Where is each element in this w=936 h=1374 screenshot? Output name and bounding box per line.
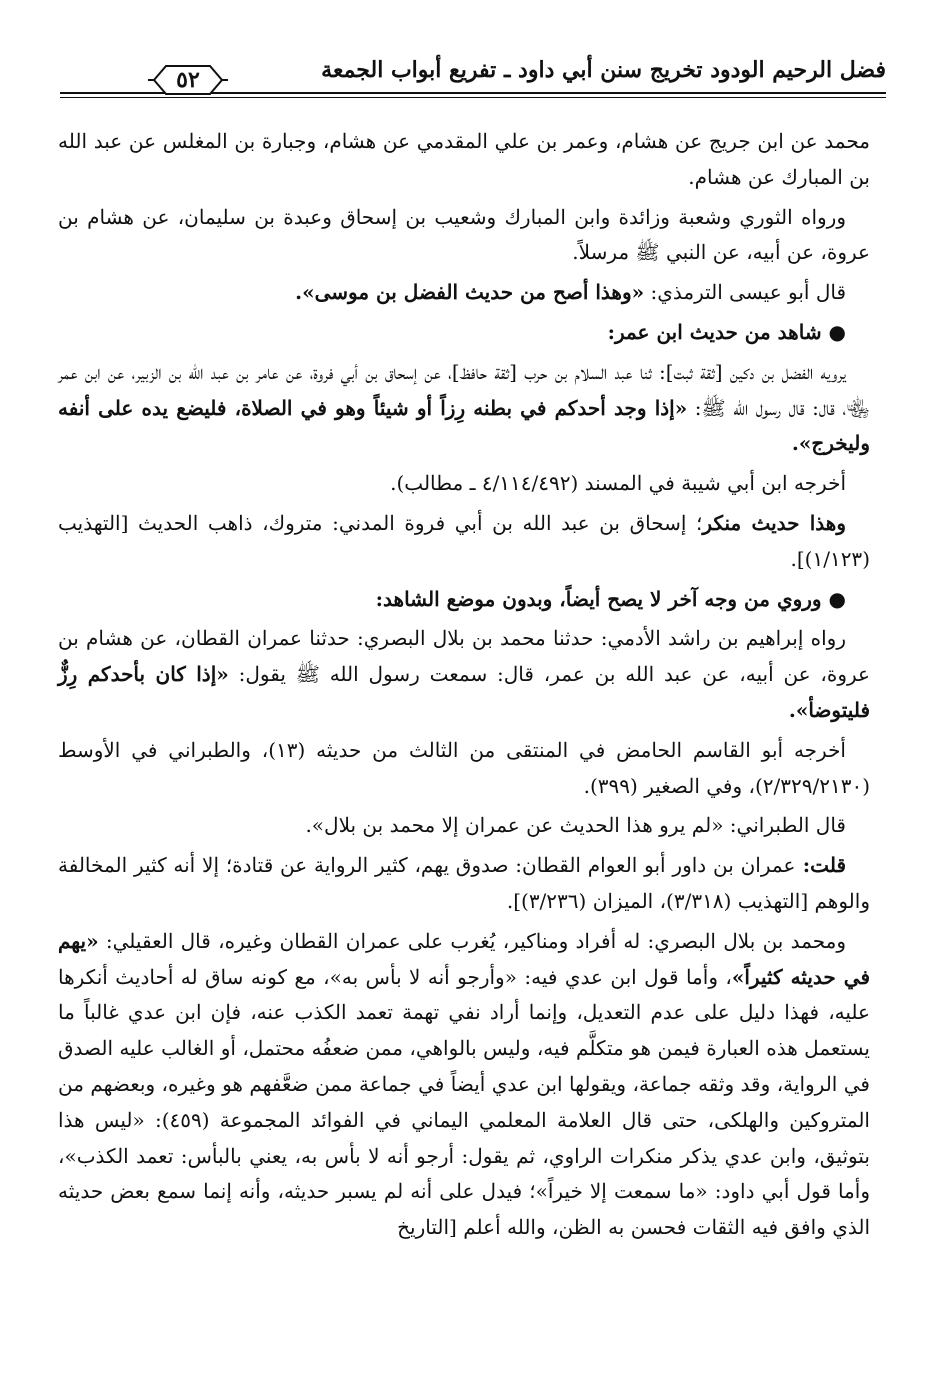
paragraph-p12 [58,848,870,920]
bold-text: وهذا حديث منكر [702,510,846,535]
text: عمران بن داور أبو العوام القطان: صدوق يهم، كثير الرواية عن قتادة؛ إلا أنه كثير المخالفة والوهم [التهذيب (٣/٣١٨)، الميزان (٣/٢٣٦)]. [58,853,870,913]
text: أخرجه ابن أبي شيبة في المسند (٤/١١٤/٤٩٢ ـ مطالب). [390,471,846,496]
page-number-badge [148,60,228,100]
paragraph-p1 [58,124,870,196]
bold-text: قلت: [795,853,847,878]
text: ومحمد بن بلال البصري: له أفراد ومناكير، يُغرب على عمران القطان وغيره، قال العقيلي: [98,928,846,953]
text: رواه إبراهيم بن راشد الأدمي: حدثنا محمد بن بلال البصري: حدثنا عمران القطان، عن هشام بن عروة، عن أبيه، عن عبد الله بن عمر، قال: سمعت رسول الله ﷺ يقول: [58,626,870,687]
text: ؛ إسحاق بن عبد الله بن أبي فروة المدني: متروك، ذاهب الحديث [التهذيب (١/١٢٣)]. [58,510,870,571]
bold-text: ● وروي من وجه آخر لا يصح أيضاً، وبدون موضع الشاهد: [375,586,846,611]
text: قال أبو عيسى الترمذي: [644,280,846,305]
text: قال الطبراني: «لم يرو هذا الحديث عن عمران إلا محمد بن بلال». [305,813,846,838]
text: يرويه الفضل بن دكين [ثقة ثبت]: ثنا عبد السلام بن حرب [ثقة حافظ]، عن إسحاق بن أبي فروة، عن عامر بن عبد الله بن الزبير، عن ابن عمر ﵄، قال: قال رسول الله ﷺ: [58,359,870,420]
paragraph-p7 [58,506,870,578]
text: محمد عن ابن جريج عن هشام، وعمر بن علي المقدمي عن هشام، وجبارة بن المغلس عن عبد الله بن المبارك عن هشام. [58,129,870,189]
paragraph-p3 [58,275,870,311]
paragraph-p6 [58,466,870,502]
bold-text: «إذا وجد أحدكم في بطنه رِزاً أو شيئاً وهو في الصلاة، فليضع يده على أنفه وليخرج». [58,395,870,456]
paragraph-p4 [58,315,870,351]
bold-text: ● شاهد من حديث ابن عمر: [607,319,846,344]
text: أخرجه أبو القاسم الحامض في المنتقى من الثالث من حديثه (١٣)، والطبراني في الأوسط (٢/٣٢٩/٢١٣٠)، وفي الصغير (٣٩٩). [58,737,870,798]
bold-text: «يهم في حديثه كثيراً» [58,928,871,989]
bold-text: «إذا كان بأحدكم رِزٌّ فليتوضأ». [58,662,870,722]
paragraph-p11 [58,808,870,844]
paragraph-p2 [58,200,870,272]
text: ، وأما قول ابن عدي فيه: «وأرجو أنه لا بأس به»، مع كونه ساق له أحاديث أنكرها عليه، فهذا دليل على عدم التعديل، وإنما أراد نفي تهمة تعمد الكذب عنه، فإن ابن عدي غالباً ما يستعمل هذه العبارة فيمن هو متكلَّم فيه، وليس بالواهي، ممن ضعفُه محتمل، أو الغالب عليه الصدق في الرواية، وقد وثقه جماعة، ويقولها ابن عدي أيضاً في جماعة ممن ضعَّفهم هو وغيره، وبعضهم من المتروكين والهلكى، حتى قال العلامة المعلمي اليماني في الفوائد المجموعة (٤٥٩): «ليس هذا بتوثيق، وابن عدي يذكر منكرات الراوي، ثم يقول: أرجو أنه لا بأس به، يعني بالبأس: تعمد الكذب»، وأما قول أبي داود: «ما سمعت إلا خيراً»؛ فيدل على أنه لم يسبر حديثه، وأنه إنما سمع بعض حديثه الذي وافق فيه الثقات فحسن به الظن، والله أعلم [التاريخ [58,964,870,1240]
paragraph-p5 [58,355,870,462]
paragraph-p9 [58,621,870,728]
text: ورواه الثوري وشعبة وزائدة وابن المبارك وشعيب بن إسحاق وعبدة بن سليمان، عن هشام بن عروة، عن أبيه، عن النبي ﷺ مرسلاً. [58,204,870,265]
book-title: فضل الرحيم الودود تخريج سنن أبي داود ـ تفريع أبواب الجمعة [321,57,886,83]
paragraph-p8 [58,582,870,618]
paragraph-p13 [58,924,870,1246]
running-header [60,48,886,102]
bold-text: «وهذا أصح من حديث الفضل بن موسى». [295,280,645,305]
page-number: ٥٢ [176,67,200,93]
paragraph-p10 [58,733,870,805]
main-text [58,124,870,1246]
